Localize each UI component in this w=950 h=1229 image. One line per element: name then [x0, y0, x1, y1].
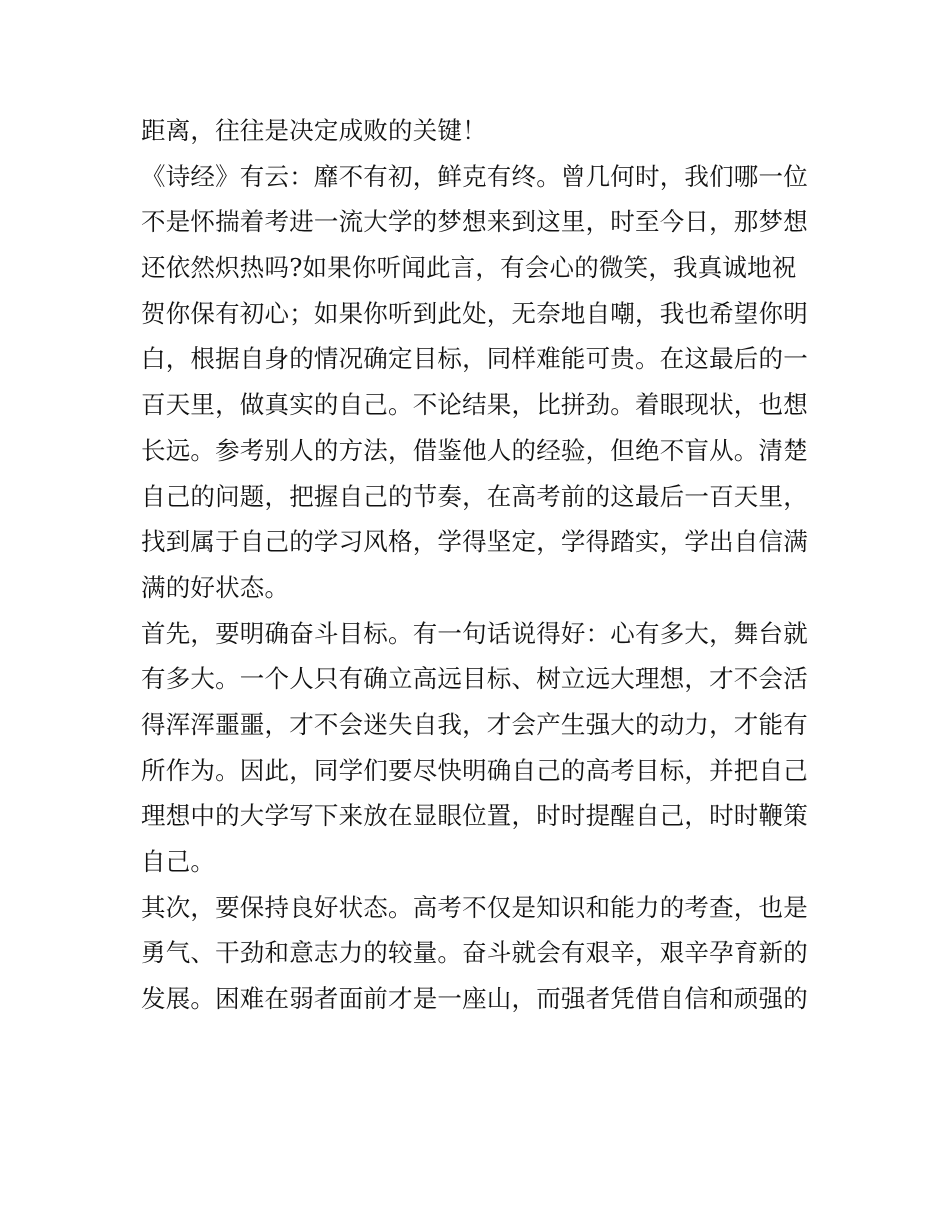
text-line: 其次，要保持良好状态。高考不仅是知识和能力的考查，也是 [141, 892, 808, 922]
text-line: 理想中的大学写下来放在显眼位置，时时提醒自己，时时鞭策 [141, 801, 808, 831]
text-line: 有多大。一个人只有确立高远目标、树立远大理想，才不会活 [141, 664, 808, 694]
text-line: 得浑浑噩噩，才不会迷失自我，才会产生强大的动力，才能有 [141, 709, 808, 739]
text-line: 不是怀揣着考进一流大学的梦想来到这里，时至今日，那梦想 [141, 207, 808, 237]
text-line: 满的好状态。 [141, 572, 290, 602]
text-line: 百天里，做真实的自己。不论结果，比拼劲。着眼现状，也想 [141, 390, 808, 420]
text-line: 所作为。因此，同学们要尽快明确自己的高考目标，并把自己 [141, 755, 808, 785]
text-line: 找到属于自己的学习风格，学得坚定，学得踏实，学出自信满 [141, 527, 808, 557]
text-line: 自己。 [141, 847, 216, 876]
text-line: 自己的问题，把握自己的节奏，在高考前的这最后一百天里， [141, 481, 808, 511]
text-line: 距离，往往是决定成败的关键！ [141, 116, 487, 145]
text-line: 长远。参考别人的方法，借鉴他人的经验，但绝不盲从。清楚 [141, 435, 808, 465]
text-line: 《诗经》有云：靡不有初，鲜克有终。曾几何时，我们哪一位 [141, 161, 808, 191]
text-line: 白，根据自身的情况确定目标，同样难能可贵。在这最后的一 [141, 344, 808, 374]
text-line: 发展。困难在弱者面前才是一座山，而强者凭借自信和顽强的 [141, 984, 808, 1014]
text-line: 勇气、干劲和意志力的较量。奋斗就会有艰辛，艰辛孕育新的 [141, 938, 808, 968]
text-line: 贺你保有初心；如果你听到此处，无奈地自嘲，我也希望你明 [141, 298, 808, 328]
text-line: 首先，要明确奋斗目标。有一句话说得好：心有多大，舞台就 [141, 618, 808, 648]
text-line: 还依然炽热吗?如果你听闻此言，有会心的微笑，我真诚地祝 [141, 253, 797, 283]
document-body [141, 108, 811, 1022]
